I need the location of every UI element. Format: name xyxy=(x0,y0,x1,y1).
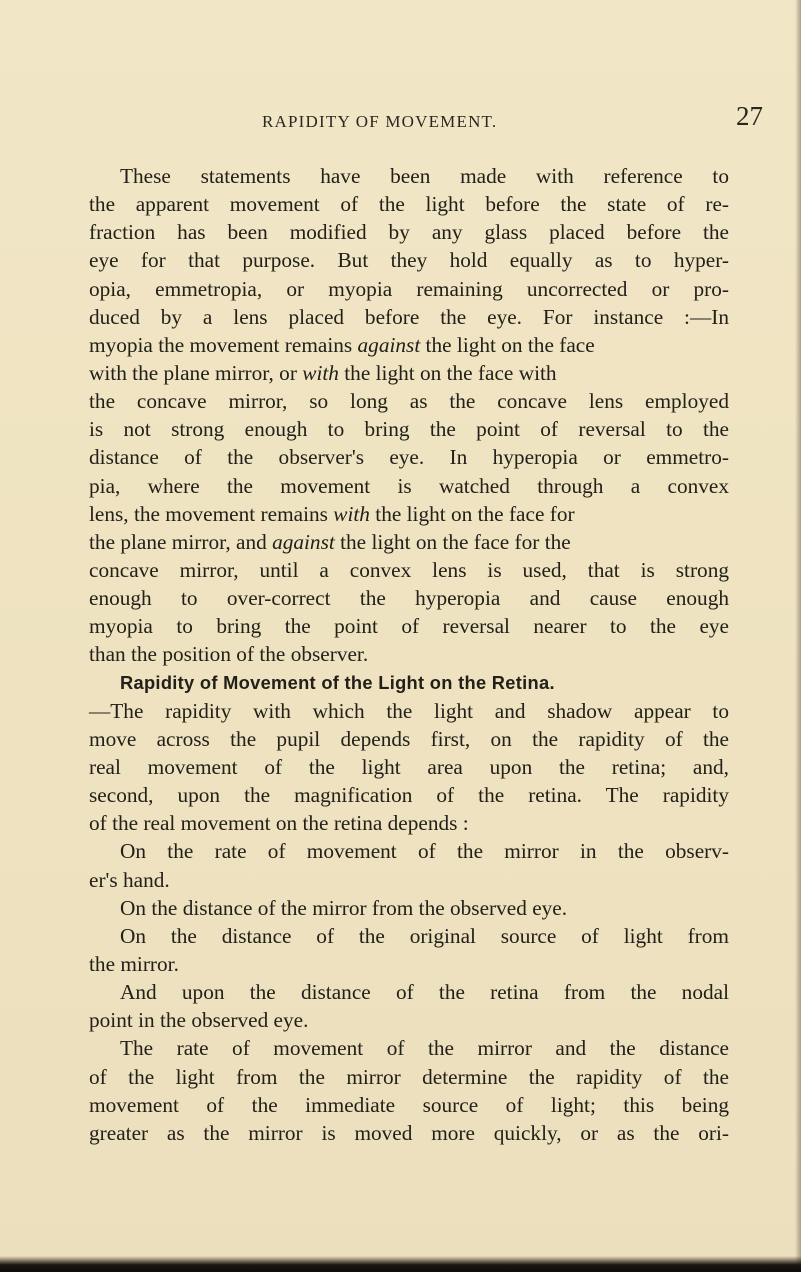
text-line: real movement of the light area upon the retina; and, xyxy=(89,754,729,779)
text-run: with the plane mirror, or xyxy=(89,360,303,385)
paragraph-reference xyxy=(89,162,729,669)
section-rapidity xyxy=(89,669,729,838)
text-line: of the light from the mirror determine the rapidity of the xyxy=(89,1064,729,1089)
text-line: greater as the mirror is moved more quickly, or as the ori- xyxy=(89,1120,729,1145)
body-text xyxy=(89,162,729,1147)
text-line: is not strong enough to bring the point of reversal to the xyxy=(89,417,729,442)
text-line: movement of the immediate source of light; this being xyxy=(89,1092,729,1117)
italic-against: against xyxy=(272,529,335,554)
text-run: lens, the movement remains xyxy=(89,501,334,526)
list-item-continuation: point in the observed eye. xyxy=(89,1008,309,1033)
text-run: the light on the face with xyxy=(338,360,557,385)
text-line xyxy=(89,359,729,387)
text-line: of the real movement on the retina depends : xyxy=(89,811,469,836)
running-head: RAPIDITY OF MOVEMENT. xyxy=(262,112,498,131)
text-line xyxy=(89,331,729,359)
page-number: 27 xyxy=(736,101,763,131)
list-item: On the rate of movement of the mirror in the observ- xyxy=(120,839,729,864)
text-line: eye for that purpose. But they hold equally as to hyper- xyxy=(89,248,729,273)
italic-against: against xyxy=(357,332,421,357)
text-run: the plane mirror, and xyxy=(89,529,273,554)
text-line: The rate of movement of the mirror and the distance xyxy=(120,1036,729,1061)
text-line: than the position of the observer. xyxy=(89,642,369,667)
text-run: the light on the face for the xyxy=(334,529,571,554)
page-bottom-edge xyxy=(0,1256,801,1272)
text-line: concave mirror, until a convex lens is used, that is strong xyxy=(89,557,729,582)
text-line: enough to over-correct the hyperopia and cause enough xyxy=(89,586,729,611)
text-line: duced by a lens placed before the eye. For instance :—In xyxy=(89,304,729,329)
text-line: opia, emmetropia, or myopia remaining uncorrected or pro- xyxy=(89,276,729,301)
italic-with: with xyxy=(333,501,370,526)
text-run: the light on the face for xyxy=(369,501,575,526)
text-line: —The rapidity with which the light and shadow appear to xyxy=(89,698,729,723)
text-line xyxy=(89,500,729,528)
paragraph-closing xyxy=(89,1034,729,1147)
text-line xyxy=(89,528,729,556)
list-item: And upon the distance of the retina from the nodal xyxy=(120,980,729,1005)
text-line: the concave mirror, so long as the concave lens employed xyxy=(89,389,729,414)
italic-with: with xyxy=(302,360,339,385)
list-item: On the distance of the mirror from the observed eye. xyxy=(120,895,568,920)
text-line: These statements have been made with reference to xyxy=(120,164,729,188)
text-run: the light on the face xyxy=(420,332,595,357)
page-edge-shadow xyxy=(795,0,801,1272)
list-item-continuation: er's hand. xyxy=(89,867,170,892)
factor-list xyxy=(89,837,729,1034)
list-item: On the distance of the original source of light from xyxy=(120,923,729,948)
section-heading: Rapidity of Movement of the Light on the Retina. xyxy=(120,671,555,693)
text-line: myopia to bring the point of reversal nearer to the eye xyxy=(89,614,729,639)
text-line: the apparent movement of the light before the state of re- xyxy=(89,192,729,217)
text-line: move across the pupil depends first, on the rapidity of the xyxy=(89,726,729,751)
text-run: myopia the movement remains xyxy=(89,332,358,357)
text-line: pia, where the movement is watched through a convex xyxy=(89,473,729,498)
list-item-continuation: the mirror. xyxy=(89,951,179,976)
text-line: second, upon the magnification of the retina. The rapidity xyxy=(89,783,729,808)
text-line: fraction has been modified by any glass placed before the xyxy=(89,220,729,245)
text-line: distance of the observer's eye. In hyperopia or emmetro- xyxy=(89,445,729,470)
